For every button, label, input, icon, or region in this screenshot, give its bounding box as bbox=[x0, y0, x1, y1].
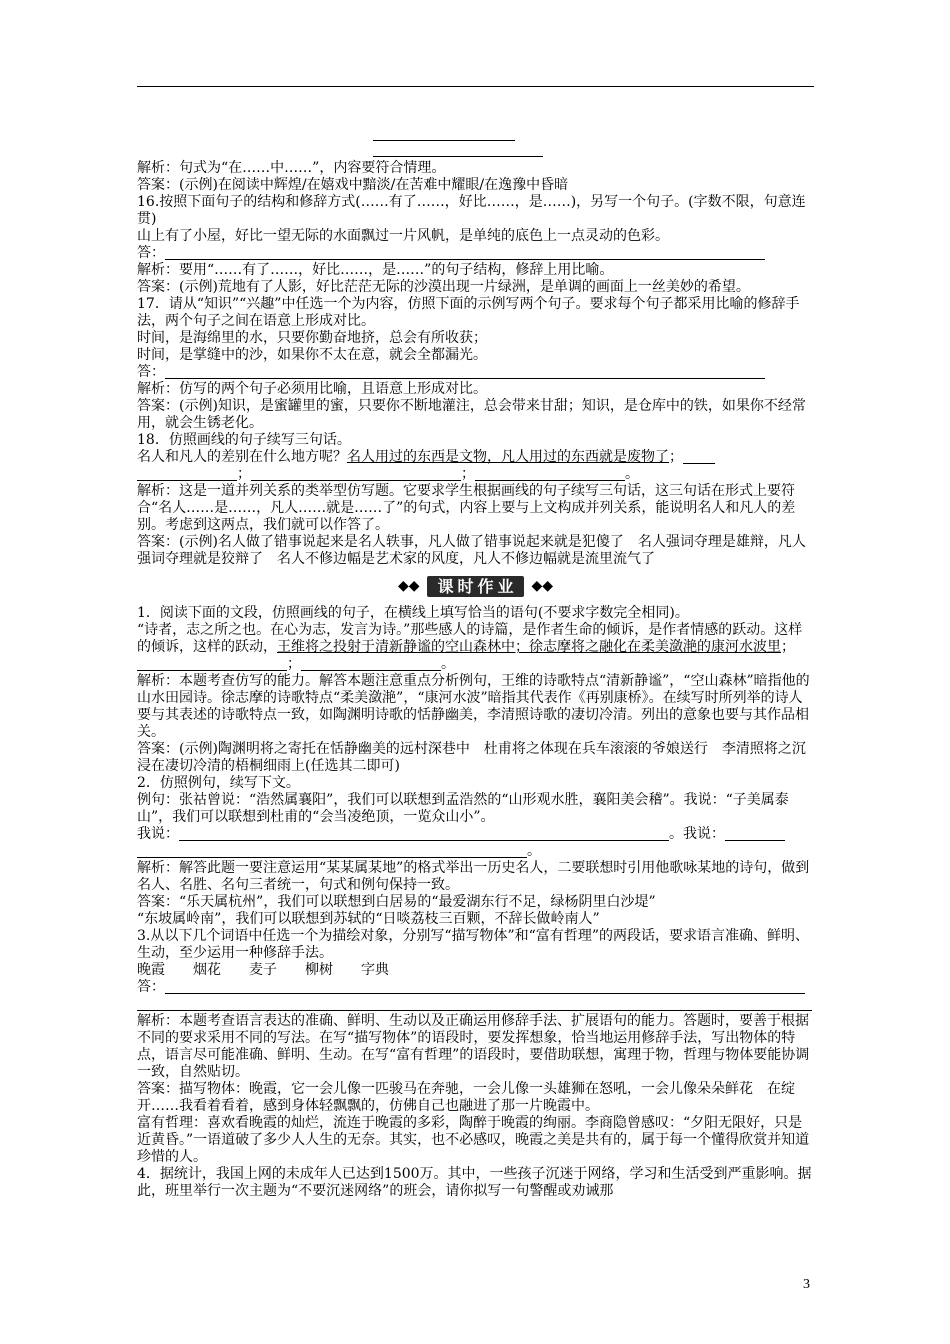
hw1-text bbox=[137, 622, 814, 673]
q18-semicolon-2: ； bbox=[237, 466, 251, 482]
answer-blank[interactable] bbox=[137, 996, 812, 1011]
hw3-word-list bbox=[137, 962, 814, 979]
answer-blank[interactable] bbox=[165, 245, 765, 260]
q17-answer: 答案：(示例)知识，是蜜罐里的蜜，只要你不断地灌注，总会带来甘甜；知识，是仓库中的铁，如果你不经常用，就会生锈老化。 bbox=[137, 398, 806, 431]
q18-analysis: 解析：这是一道并列关系的类举型仿写题。它要求学生根据画线的句子续写三句话，这三句话在形式上要符合“名人……是……，凡人……就是……了”的句式，内容上要与上文构成并列关系，能说明名人和凡人的差别。考虑到这两点，我们就可以作答了。 bbox=[137, 483, 796, 533]
answer-label: 答： bbox=[137, 245, 165, 261]
answer-label: 答： bbox=[137, 979, 165, 995]
q18-stem-plain: 名人和凡人的差别在什么地方呢？ bbox=[137, 449, 347, 465]
hw3-answer-line bbox=[137, 979, 814, 996]
blank-line bbox=[373, 156, 543, 157]
hw1-prompt: 1．阅读下面的文段，仿照画线的句子，在横线上填写恰当的语句(不要求字数完全相同)。 bbox=[137, 605, 689, 621]
hw1-analysis: 解析：本题考查仿写的能力。解答本题注意重点分析例句，王维的诗歌特点“清新静谧”，“空山森林”暗指他的山水田园诗。徐志摩的诗歌特点“柔美潋滟”，“康河水波”暗指其代表作《再别康桥》。在续写时所列举的诗人要与其表述的诗歌特点一致，如陶渊明诗歌的恬静幽美，李清照诗歌的凄切冷清。列出的意象也要与其作品相关。 bbox=[137, 673, 810, 740]
diamond-icon: ◆◆ bbox=[397, 577, 420, 594]
q18-semicolon-3: ； bbox=[461, 466, 475, 482]
hw1-answer: 答案：(示例)陶渊明将之寄托在恬静幽美的远村深巷中 杜甫将之体现在兵车滚滚的爷娘送行 李清照将之沉浸在凄切冷清的梧桐细雨上(任选其二即可) bbox=[137, 741, 806, 774]
answer-blank-lines bbox=[137, 138, 814, 160]
q17-example-2: 时间，是掌缝中的沙，如果你不太在意，就会全都漏光。 bbox=[137, 347, 487, 363]
q16-answer: 答案：(示例)荒地有了人影，好比茫茫无际的沙漠出现一片绿洲，是单调的画面上一丝美妙的希望。 bbox=[137, 279, 750, 295]
header-rule bbox=[137, 86, 814, 87]
q18-underlined-sentence: 名人用过的东西是文物，凡人用过的东西就是废物了 bbox=[347, 449, 669, 465]
hw2-end-period: 。 bbox=[527, 843, 541, 859]
answer-label: 答： bbox=[137, 364, 165, 380]
hw3-analysis: 解析：本题考查语言表达的准确、鲜明、生动以及正确运用修辞手法、扩展语句的能力。答题时，要善于根据不同的要求采用不同的写法。在写“描写物体”的语段时，要发挥想象，恰当地运用修辞手法，写出物体的特点，语言尽可能准确、鲜明、生动。在写“富有哲理”的语段时，要借助联想，寓理于物，哲理与物体要能协调一致，自然贴切。 bbox=[137, 1013, 810, 1080]
blank-line bbox=[373, 140, 515, 141]
hw2-example: 例句：张祜曾说：“浩然属襄阳”，我们可以联想到孟浩然的“山形观水胜，襄阳美会稽”。我说：“子美属泰山”，我们可以联想到杜甫的“会当凌绝顶，一览众山小”。 bbox=[137, 792, 789, 825]
q15-analysis: 解析：句式为“在……中……”，内容要符合情理。 bbox=[137, 160, 446, 176]
answer-blank[interactable] bbox=[137, 656, 287, 671]
hw3-answer-1: 答案：描写物体：晚霞，它一会儿像一匹骏马在奔驰，一会儿像一头雄狮在怒吼，一会儿像朵朵鲜花 在绽开……我看着看着，感到身体轻飘飘的，仿佛自己也融进了那一片晚霞中。 bbox=[137, 1081, 795, 1114]
q18-period: 。 bbox=[625, 466, 639, 482]
word-option: 晚霞 bbox=[137, 962, 165, 978]
q18-semicolon: ； bbox=[669, 449, 683, 465]
page-content bbox=[137, 138, 814, 1200]
hw1-semicolon: ； bbox=[781, 639, 795, 655]
word-option: 烟花 bbox=[193, 962, 221, 978]
hw1-semicolon-2: ； bbox=[287, 656, 301, 672]
answer-blank[interactable] bbox=[683, 449, 715, 464]
answer-blank[interactable] bbox=[475, 466, 625, 481]
diamond-icon: ◆◆ bbox=[531, 577, 554, 594]
q17-example-1: 时间，是海绵里的水，只要你勤奋地挤，总会有所收获； bbox=[137, 330, 487, 346]
answer-blank[interactable] bbox=[725, 826, 785, 841]
answer-blank[interactable] bbox=[137, 843, 527, 858]
answer-blank[interactable] bbox=[179, 826, 669, 841]
hw1-underlined-sentence: 王维将之投射于清新静谧的空山森林中；徐志摩将之融化在柔美潋滟的康河水波里 bbox=[277, 639, 781, 655]
q17-answer-line bbox=[137, 364, 814, 381]
hw2-answer-1: 答案：“乐天属杭州”，我们可以联想到白居易的“最爱湖东行不足，绿杨阴里白沙堤” bbox=[137, 894, 656, 910]
hw1-text-plain: “诗者，志之所之也。在心为志，发言为诗。”那些感人的诗篇，是作者生命的倾诉，是作者情感的跃动。这样的倾诉，这样的跃动， bbox=[137, 622, 803, 655]
q16-answer-line bbox=[137, 245, 814, 262]
q17-prompt: 17．请从“知识”“兴趣”中任选一个为内容，仿照下面的示例写两个句子。要求每个句子都采用比喻的修辞手法，两个句子之间在语意上形成对比。 bbox=[137, 296, 800, 329]
q15-answer: 答案：(示例)在阅读中辉煌/在嬉戏中黯淡/在苦难中耀眼/在逸豫中昏暗 bbox=[137, 177, 569, 193]
hw3-prompt: 3.从以下几个词语中任选一个为描绘对象，分别写“描写物体”和“富有哲理”的两段话，要求语言准确、鲜明、生动，至少运用一种修辞手法。 bbox=[137, 928, 809, 961]
hw2-prompt: 2．仿照例句，续写下文。 bbox=[137, 775, 300, 791]
section-banner bbox=[137, 573, 814, 599]
word-option: 字典 bbox=[361, 962, 389, 978]
hw2-mid-label: 。我说： bbox=[669, 826, 725, 842]
section-title: 课时作业 bbox=[427, 576, 523, 597]
hw1-period: 。 bbox=[441, 656, 455, 672]
q18-answer: 答案：(示例)名人做了错事说起来是名人轶事，凡人做了错事说起来就是犯傻了 名人强词夺理是雄辩，凡人强词夺理就是狡辩了 名人不修边幅是艺术家的风度，凡人不修边幅就是流里流气了 bbox=[137, 534, 806, 567]
q16-example: 山上有了小屋，好比一望无际的水面飘过一片风帆，是单纯的底色上一点灵动的色彩。 bbox=[137, 228, 669, 244]
word-option: 柳树 bbox=[305, 962, 333, 978]
hw2-i-say-label: 我说： bbox=[137, 826, 179, 842]
q16-prompt: 16.按照下面句子的结构和修辞方式(……有了……，好比……，是……)，另写一个句子。(字数不限，句意连贯) bbox=[137, 194, 806, 227]
q17-analysis: 解析：仿写的两个句子必须用比喻，且语意上形成对比。 bbox=[137, 381, 487, 397]
hw3-answer-2: 富有哲理：喜欢看晚霞的灿烂，流连于晚霞的多彩，陶醉于晚霞的绚丽。李商隐曾感叹：“夕阳无限好，只是近黄昏。”一语道破了多少人人生的无奈。其实，也不必感叹，晚霞之美是共有的，属于每一个懂得欣赏并知道珍惜的人。 bbox=[137, 1115, 810, 1165]
hw2-answer-2: “东坡属岭南”，我们可以联想到苏轼的“日啖荔枝三百颗，不辞长做岭南人” bbox=[137, 911, 600, 927]
answer-blank[interactable] bbox=[165, 364, 765, 379]
word-option: 麦子 bbox=[249, 962, 277, 978]
answer-blank[interactable] bbox=[165, 979, 805, 994]
q16-analysis: 解析：要用“……有了……，好比……，是……”的句子结构，修辞上用比喻。 bbox=[137, 262, 614, 278]
answer-blank[interactable] bbox=[137, 466, 237, 481]
hw4-prompt: 4．据统计，我国上网的未成年人已达到1500万。其中，一些孩子沉迷于网络，学习和生活受到严重影响。据此，班里举行一次主题为“不要沉迷网络”的班会，请你拟写一句警醒或劝诫那 bbox=[137, 1166, 812, 1199]
hw2-answer-line bbox=[137, 826, 814, 860]
hw2-analysis: 解析：解答此题一要注意运用“某某属某地”的格式举出一历史名人，二要联想时引用他歌咏某地的诗句，做到名人、名胜、名句三者统一，句式和例句保持一致。 bbox=[137, 860, 810, 893]
page-number: 3 bbox=[803, 1277, 810, 1292]
answer-blank[interactable] bbox=[251, 466, 461, 481]
hw3-answer-line-2 bbox=[137, 996, 814, 1013]
q18-prompt: 18．仿照画线的句子续写三句话。 bbox=[137, 432, 351, 448]
q18-stem bbox=[137, 449, 814, 483]
answer-blank[interactable] bbox=[301, 656, 441, 671]
